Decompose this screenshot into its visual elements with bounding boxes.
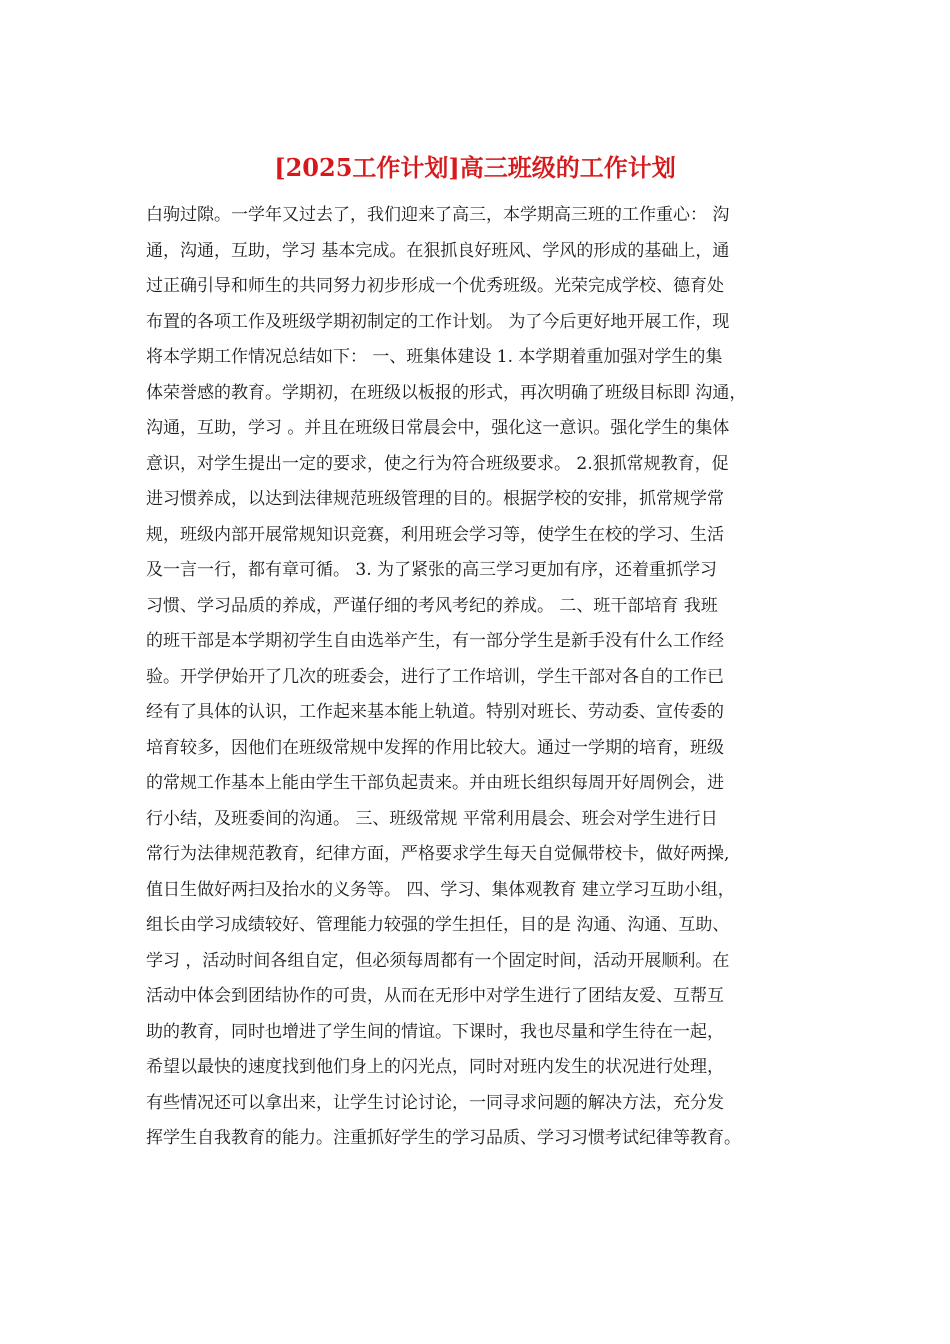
body-line: 组长由学习成绩较好、管理能力较强的学生担任，目的是 沟通、沟通、互助、 xyxy=(146,915,730,935)
body-line: 布置的各项工作及班级学期初制定的工作计划。 为了今后更好地开展工作，现 xyxy=(146,311,730,332)
body-line: 通，沟通，互助，学习 基本完成。在狠抓良好班风、学风的形成的基础上，通 xyxy=(146,240,730,261)
body-line: 进习惯养成，以达到法律规范班级管理的目的。根据学校的安排，抓常规学常 xyxy=(146,489,724,509)
body-line: 沟通，互助，学习 。并且在班级日常晨会中，强化这一意识。强化学生的集体 xyxy=(146,418,730,438)
body-line: 值日生做好两扫及抬水的义务等。 四、学习、集体观教育 建立学习互助小组， xyxy=(146,879,735,900)
body-line: 有些情况还可以拿出来，让学生讨论讨论，一同寻求问题的解决方法，充分发 xyxy=(146,1092,724,1113)
body-line: 助的教育，同时也增进了学生间的情谊。下课时，我也尽量和学生待在一起， xyxy=(146,1021,724,1042)
document-title: [2025工作计划]高三班级的工作计划 xyxy=(274,153,676,182)
body-line: 过正确引导和师生的共同努力初步形成一个优秀班级。光荣完成学校、德育处 xyxy=(146,276,724,296)
body-line: 学习 ，活动时间各组自定，但必须每周都有一个固定时间，活动开展顺利。在 xyxy=(146,950,730,971)
body-line: 验。开学伊始开了几次的班委会，进行了工作培训，学生干部对各自的工作已 xyxy=(146,666,724,687)
body-line: 及一言一行，都有章可循。 3. 为了紧张的高三学习更加有序，还着重抓学习 xyxy=(146,560,718,580)
body-line: 活动中体会到团结协作的可贵，从而在无形中对学生进行了团结友爱、互帮互 xyxy=(146,986,724,1006)
body-line: 白驹过隙。一学年又过去了，我们迎来了高三，本学期高三班的工作重心： 沟 xyxy=(146,205,730,225)
body-line: 行小结，及班委间的沟通。 三、班级常规 平常利用晨会、班会对学生进行日 xyxy=(146,808,718,829)
body-line: 常行为法律规范教育，纪律方面，严格要求学生每天自觉佩带校卡，做好两操, xyxy=(146,844,730,864)
body-line: 的班干部是本学期初学生自由选举产生，有一部分学生是新手没有什么工作经 xyxy=(146,631,724,651)
body-line: 将本学期工作情况总结如下： 一、班集体建设 1. 本学期着重加强对学生的集 xyxy=(146,347,723,367)
body-line: 规，班级内部开展常规知识竞赛，利用班会学习等，使学生在校的学习、生活 xyxy=(146,524,724,545)
document-body xyxy=(146,198,826,1157)
body-line: 希望以最快的速度找到他们身上的闪光点，同时对班内发生的状况进行处理， xyxy=(146,1057,724,1077)
body-line: 的常规工作基本上能由学生干部负起责来。并由班长组织每周开好周例会，进 xyxy=(146,773,724,793)
body-line: 挥学生自我教育的能力。注重抓好学生的学习品质、学习习惯考试纪律等教育。 xyxy=(146,1128,741,1148)
body-line: 意识，对学生提出一定的要求，使之行为符合班级要求。 2.狠抓常规教育，促 xyxy=(146,453,729,474)
body-line: 经有了具体的认识，工作起来基本能上轨道。特别对班长、劳动委、宣传委的 xyxy=(146,702,724,722)
body-line: 体荣誉感的教育。学期初，在班级以板报的形式，再次明确了班级目标即 沟通， xyxy=(146,382,747,403)
body-line: 培育较多，因他们在班级常规中发挥的作用比较大。通过一学期的培育，班级 xyxy=(146,737,724,758)
body-line: 习惯、学习品质的养成，严谨仔细的考风考纪的养成。 二、班干部培育 我班 xyxy=(146,595,718,616)
